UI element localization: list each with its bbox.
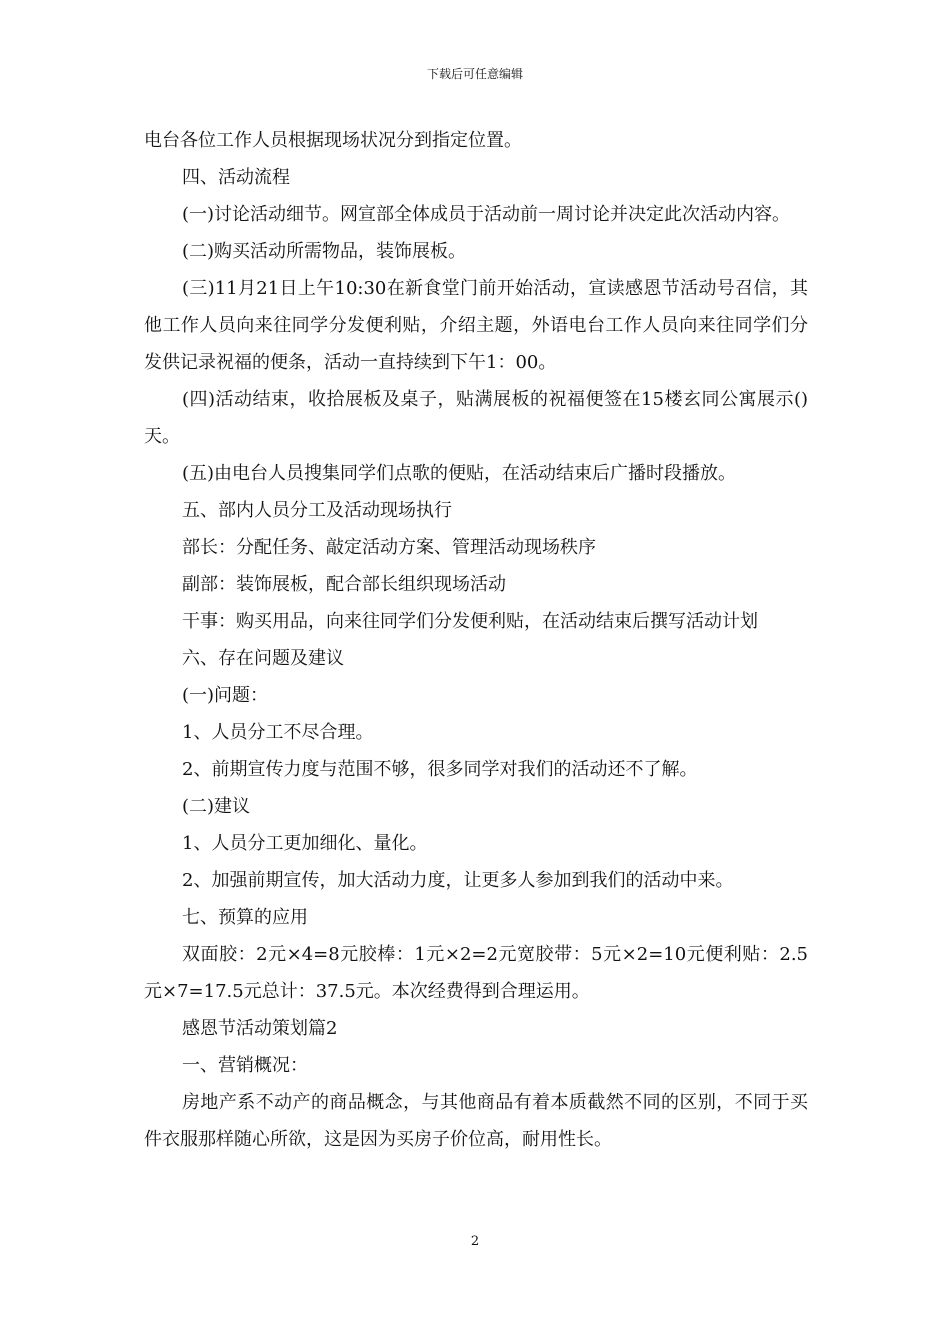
paragraph-budget-details: 双面胶：2元×4=8元胶棒：1元×2=2元宽胶带：5元×2=10元便利贴：2.5元×7=17.5元总计：37.5元。本次经费得到合理运用。 [144, 944, 808, 1002]
paragraph-flow-step-3: (三)11月21日上午10:30在新食堂门前开始活动，宣读感恩节活动号召信，其他工作人员向来往同学分发便利贴，介绍主题，外语电台工作人员向来往同学们分发供记录祝福的便条，活动一直持续到下午1：00。 [144, 278, 808, 373]
paragraph-flow-step-4: (四)活动结束，收拾展板及桌子，贴满展板的祝福便签在15楼玄同公寓展示()天。 [144, 389, 808, 447]
paragraph-flow-step-1: (一)讨论活动细节。网宣部全体成员于活动前一周讨论并决定此次活动内容。 [182, 204, 791, 225]
paragraph-problem-1: 1、人员分工不尽合理。 [182, 722, 374, 743]
paragraph-role-deputy: 副部：装饰展板，配合部长组织现场活动 [182, 574, 506, 595]
paragraph-flow-step-5: (五)由电台人员搜集同学们点歌的便贴，在活动结束后广播时段播放。 [182, 463, 737, 484]
section-heading-division-of-labor: 五、部内人员分工及活动现场执行 [182, 500, 452, 521]
paragraph-plan-2-title: 感恩节活动策划篇2 [182, 1018, 338, 1039]
paragraph-staff-positions: 电台各位工作人员根据现场状况分到指定位置。 [144, 130, 522, 151]
paragraph-real-estate: 房地产系不动产的商品概念，与其他商品有着本质截然不同的区别，不同于买件衣服那样随心所欲，这是因为买房子价位高，耐用性长。 [144, 1092, 808, 1150]
subheading-problems: (一)问题： [182, 685, 269, 706]
section-heading-budget: 七、预算的应用 [182, 907, 308, 928]
paragraph-role-officer: 干事：购买用品，向来往同学们分发便利贴，在活动结束后撰写活动计划 [182, 611, 758, 632]
page-header: 下载后可任意编辑 [426, 67, 523, 81]
paragraph-flow-step-2: (二)购买活动所需物品，装饰展板。 [182, 241, 467, 262]
paragraph-suggestion-1: 1、人员分工更加细化、量化。 [182, 833, 428, 854]
section-heading-marketing-overview: 一、营销概况： [182, 1055, 308, 1076]
paragraph-problem-2: 2、前期宣传力度与范围不够，很多同学对我们的活动还不了解。 [182, 759, 698, 780]
paragraph-role-minister: 部长：分配任务、敲定活动方案、管理活动现场秩序 [182, 537, 596, 558]
document-body [144, 122, 808, 1158]
section-heading-problems-suggestions: 六、存在问题及建议 [182, 648, 344, 669]
subheading-suggestions: (二)建议 [182, 796, 251, 817]
section-heading-activity-flow: 四、活动流程 [182, 167, 290, 188]
page-number: 2 [470, 1234, 480, 1249]
paragraph-suggestion-2: 2、加强前期宣传，加大活动力度，让更多人参加到我们的活动中来。 [182, 870, 734, 891]
